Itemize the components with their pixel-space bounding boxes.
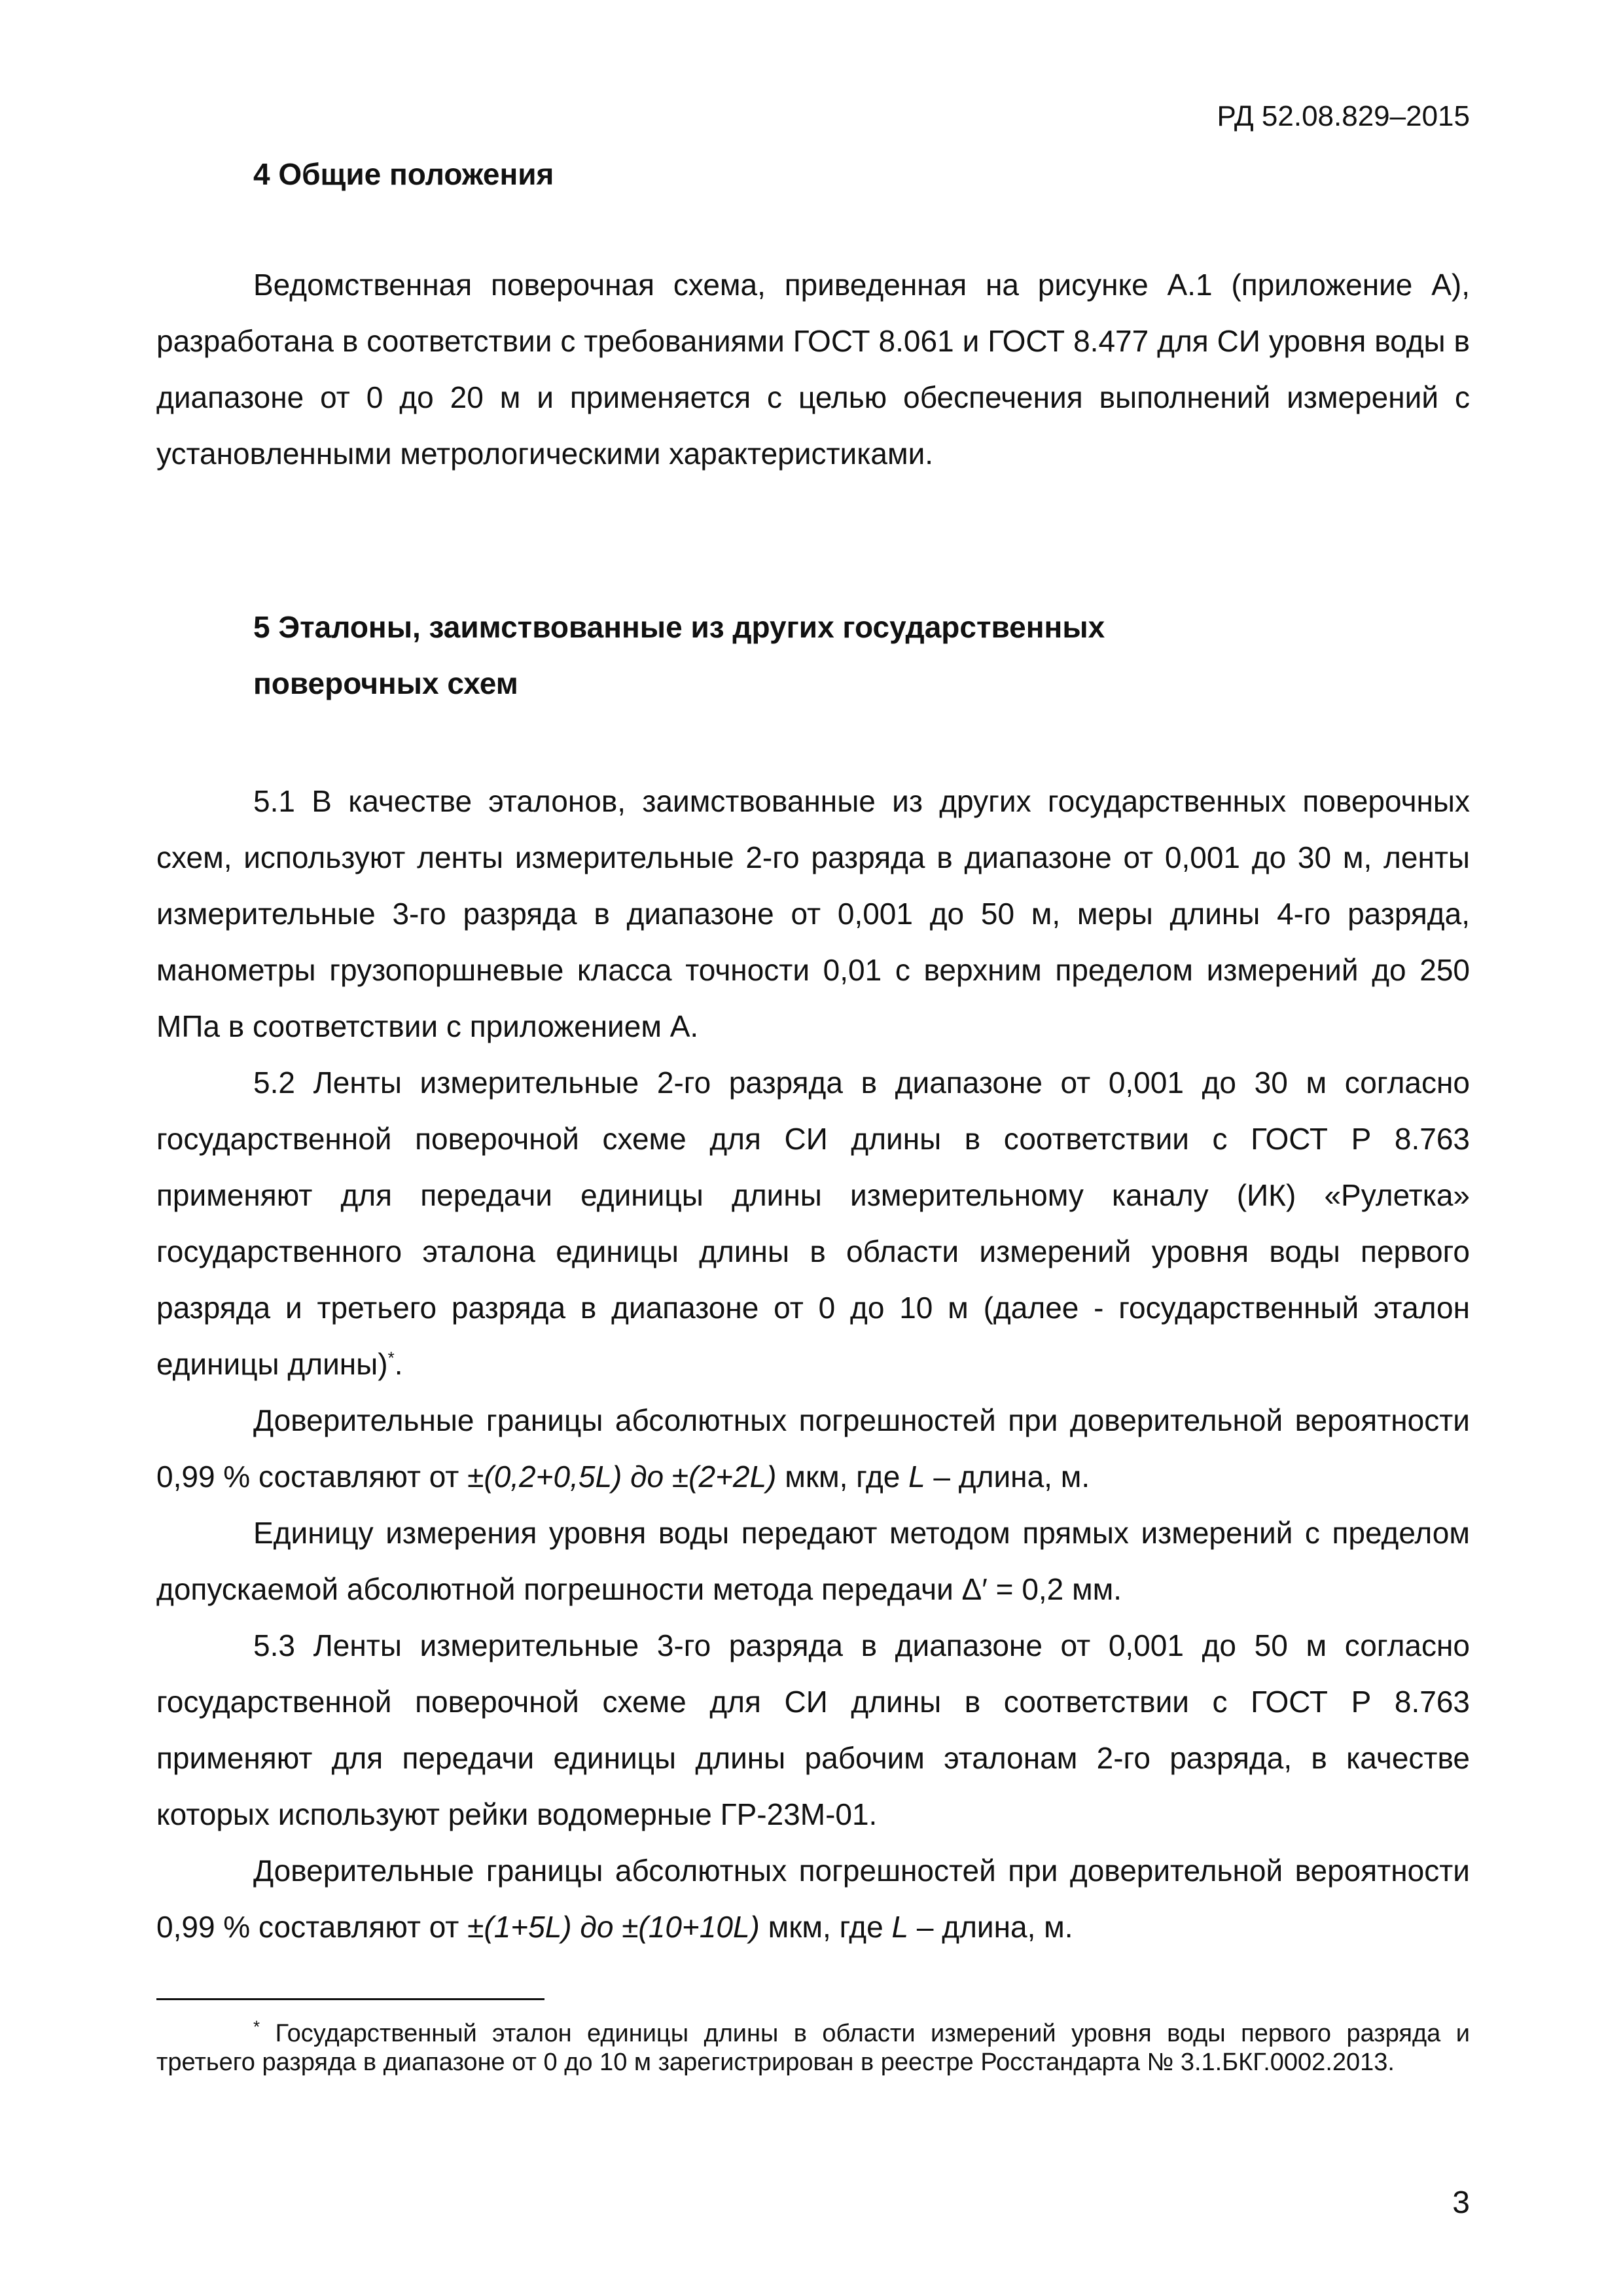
section-5-heading-line1: 5 Эталоны, заимствованные из других государственных [253, 610, 1105, 644]
confidence-formula: ±(0,2+0,5L) до ±(2+2L) [467, 1460, 777, 1494]
confidence-text-mid: мкм, где [759, 1910, 892, 1944]
paragraph-5-2-method [156, 1505, 1470, 1617]
confidence-text: Доверительные границы абсолютных погрешностей при доверительной вероятности 0,99 % составляют от [156, 1403, 1470, 1494]
paragraph-5-1-text: 5.1 В качестве эталонов, заимствованные из других государственных поверочных схем, используют ленты измерительные 2-го разряда в диапазоне от 0,001 до 30 м, ленты измерительные 3-го разряда в диапазоне от 0,001 до 50 м, меры длины 4-го разряда, манометры грузопоршневые класса точности 0,01 с верхним пределом измерений до 250 МПа в соответствии с приложением А. [156, 784, 1470, 1043]
paragraph-5-2 [156, 1054, 1470, 1392]
confidence-text-mid: мкм, где [776, 1460, 909, 1494]
paragraph-5-1 [156, 773, 1470, 1054]
paragraph-5-3 [156, 1617, 1470, 1842]
paragraph-5-3-text: 5.3 Ленты измерительные 3-го разряда в диапазоне от 0,001 до 50 м согласно государственной поверочной схеме для СИ длины в соответствии с ГОСТ Р 8.763 применяют для передачи единицы длины рабочим эталонам 2-го разряда, в качестве которых используют рейки водомерные ГР-23М-01. [156, 1628, 1470, 1831]
paragraph-5-2-text: 5.2 Ленты измерительные 2-го разряда в диапазоне от 0,001 до 30 м согласно государственной поверочной схеме для СИ длины в соответствии с ГОСТ Р 8.763 применяют для передачи единицы длины измерительному каналу (ИК) «Рулетка» государственного эталона единицы длины в области измерений уровня воды первого разряда и третьего разряда в диапазоне от 0 до 10 м (далее - государственный эталон единицы длины) [156, 1066, 1470, 1381]
confidence-formula: ±(1+5L) до ±(10+10L) [467, 1910, 760, 1944]
paragraph-5-2-end: . [394, 1347, 403, 1381]
footnote-text: Государственный эталон единицы длины в области измерений уровня воды первого разряда и третьего разряда в диапазоне от 0 до 10 м зарегистрирован в реестре Росстандарта № 3.1.БКГ.0002.2013. [156, 2020, 1470, 2076]
document-code: РД 52.08.829–2015 [1217, 100, 1470, 132]
section-4-heading: 4 Общие положения [253, 157, 554, 191]
section-4-text: Ведомственная поверочная схема, приведенная на рисунке А.1 (приложение А), разработана в соответствии с требованиями ГОСТ 8.061 и ГОСТ 8.477 для СИ уровня воды в диапазоне от 0 до 20 м и применяется с целью обеспечения выполнений измерений с установленными метрологическими характеристиками. [156, 268, 1470, 471]
section-5-heading-line2: поверочных схем [253, 666, 518, 700]
footnote [156, 2019, 1470, 2077]
length-variable: L [891, 1910, 909, 1944]
method-text: Единицу измерения уровня воды передают методом прямых измерений с пределом допускаемой абсолютной погрешности метода передачи Δ′ = 0,2 мм. [156, 1516, 1470, 1606]
confidence-text-end: – длина, м. [908, 1910, 1073, 1944]
paragraph-5-2-confidence [156, 1392, 1470, 1505]
paragraph-5-3-confidence [156, 1842, 1470, 1955]
footnote-divider [156, 1998, 544, 2000]
confidence-text: Доверительные границы абсолютных погрешностей при доверительной вероятности 0,99 % составляют от [156, 1854, 1470, 1944]
footnote-reference: * [387, 1348, 395, 1368]
footnote-mark: * [253, 2017, 260, 2037]
length-variable: L [908, 1460, 925, 1494]
confidence-text-end: – длина, м. [925, 1460, 1090, 1494]
page-number: 3 [1452, 2185, 1470, 2220]
section-4-paragraph [156, 257, 1470, 482]
